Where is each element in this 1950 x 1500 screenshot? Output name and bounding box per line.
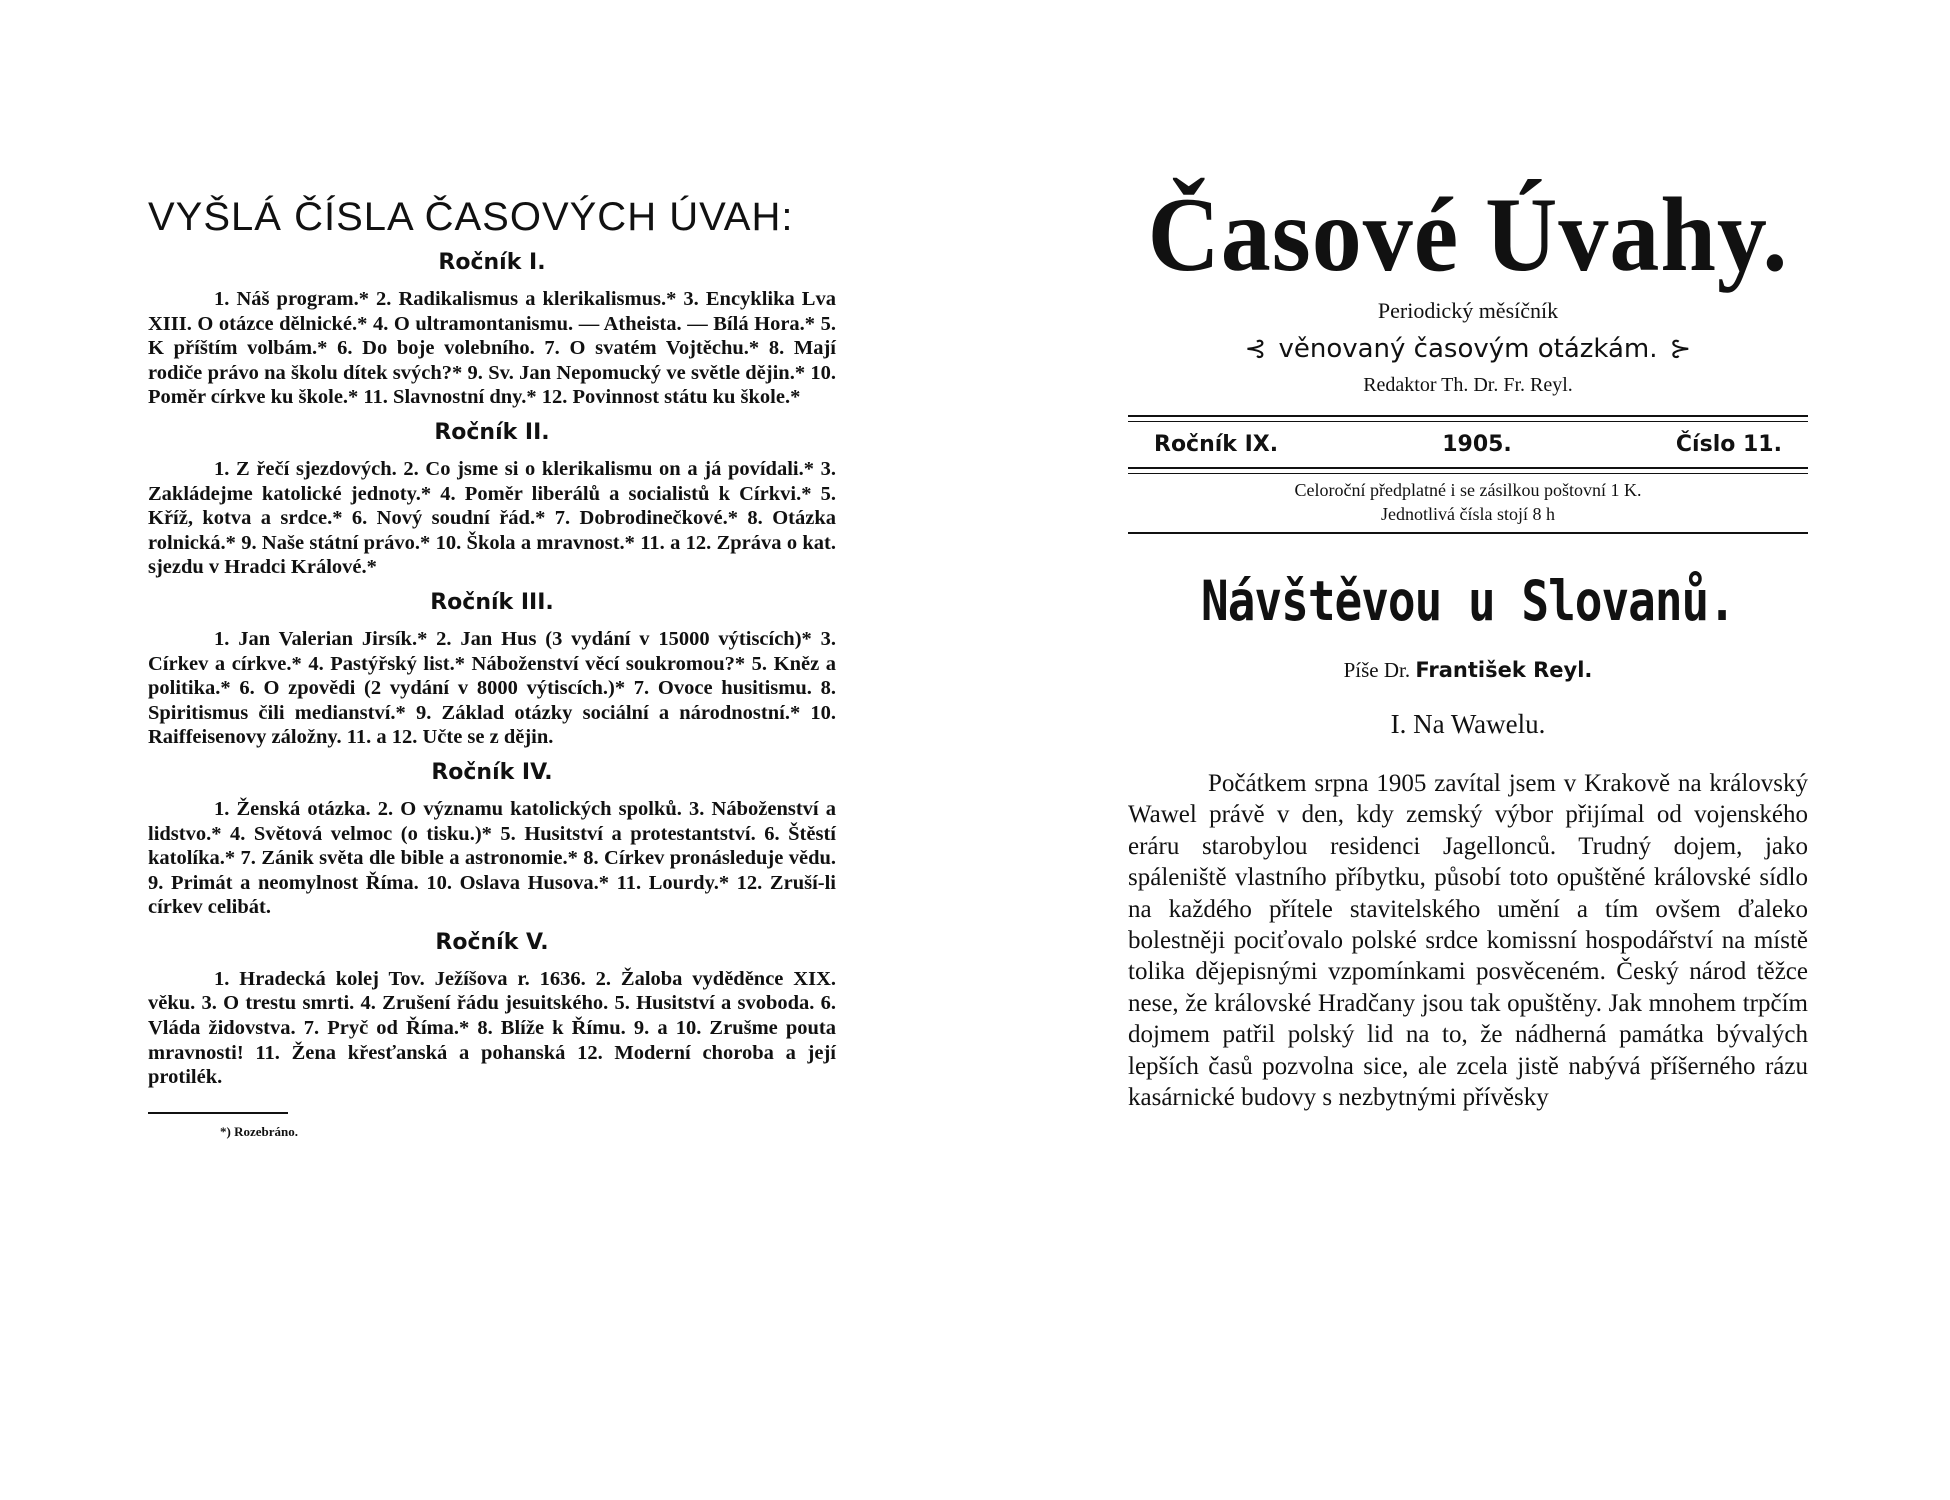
published-issues-list	[148, 195, 836, 1140]
issue-info-bar	[1128, 422, 1808, 467]
volume-contents: 1. Hradecká kolej Tov. Ježíšova r. 1636. 2. Žaloba vyděděnce XIX. věku. 3. O trestu smrti. 4. Zrušení řádu jesuitského. 5. Husitství a svoboda. 6. Vláda židovstva. 7. Pryč od Říma.* 8. Blíže k Římu. 9. a 10. Zrušme pouta mravnosti! 11. Žena křesťanská a pohanská 12. Moderní choroba a její protilék.	[148, 967, 836, 1089]
volume-block	[148, 250, 836, 410]
volume-block	[148, 420, 836, 580]
volume-contents: 1. Jan Valerian Jirsík.* 2. Jan Hus (3 vydání v 15000 výtiscích)* 3. Církev a církve.* 4. Pastýřský list.* Náboženství věcí soukromou?* 5. Kněz a politika.* 6. O zpovědi (2 vydání v 8000 výtiscích.)* 7. Ovoce husitismu. 8. Spiritismus čili medianství.* 9. Základ otázky sociální a národnostní.* 10. Raiffeisenovy záložny. 11. a 12. Učte se z dějin.	[148, 627, 836, 749]
subscription-price: Celoroční předplatné i se zásilkou poštovní 1 K.	[1294, 480, 1642, 500]
issue-number: Číslo 11.	[1675, 432, 1782, 457]
right-page	[975, 0, 1950, 1500]
divider	[1128, 532, 1808, 534]
volume-heading: Ročník II.	[434, 419, 550, 445]
masthead-editor: Redaktor Th. Dr. Fr. Reyl.	[1363, 374, 1573, 396]
volume-heading: Ročník IV.	[431, 759, 553, 785]
masthead-tagline	[1128, 334, 1808, 364]
volume-block	[148, 590, 836, 750]
masthead-subtitle: Periodický měsíčník	[1377, 298, 1559, 323]
double-rule	[1128, 415, 1808, 422]
footnote-divider	[148, 1112, 288, 1114]
volume-block	[148, 930, 836, 1090]
volume-contents: 1. Náš program.* 2. Radikalismus a klerikalismus.* 3. Encyklika Lva XIII. O otázce dělnické.* 4. O ultramontanismu. — Atheista. — Bílá Hora.* 5. K příštím volbám.* 6. Do boje volebního. 7. O svatém Vojtěchu.* 8. Mají rodiče právo na školu dítek svých?* 9. Sv. Jan Nepomucký ve světle dějin.* 10. Poměr církve ku škole.* 11. Slavnostní dny.* 12. Povinnost státu ku škole.*	[148, 288, 836, 409]
article-title: Návštěvou u Slovanů.	[1201, 568, 1735, 634]
issue-year: 1905.	[1442, 432, 1512, 457]
ornament-left-icon: ⊰	[1244, 334, 1267, 364]
subscription-info	[1128, 474, 1808, 532]
byline-prefix: Píše Dr.	[1343, 658, 1411, 682]
volume-block	[148, 760, 836, 920]
author-name: František Reyl.	[1415, 658, 1593, 682]
masthead-tagline-text: věnovaný časovým otázkám.	[1278, 334, 1658, 364]
volume-contents: 1. Z řečí sjezdových. 2. Co jsme si o klerikalismu on a já povídali.* 3. Zakládejme katolické jednoty.* 4. Poměr liberálů a socialistů k Církvi.* 5. Kříž, kotva a srdce.* 6. Nový soudní řád.* 7. Dobrodinečkové.* 8. Otázka rolnická.* 9. Naše státní právo.* 10. Škola a mravnost.* 11. a 12. Zpráva o kat. sjezdu v Hradci Králové.*	[148, 457, 836, 579]
single-issue-price: Jednotlivá čísla stojí 8 h	[1381, 504, 1555, 524]
front-page	[1128, 175, 1808, 1113]
masthead-title: Časové Úvahy.	[1147, 175, 1789, 294]
volume-heading: Ročník I.	[438, 250, 546, 275]
double-rule	[1128, 467, 1808, 474]
article-byline	[1128, 658, 1808, 683]
issue-volume: Ročník IX.	[1154, 432, 1279, 457]
article-body: Počátkem srpna 1905 zavítal jsem v Krakově na královský Wawel právě v den, kdy zemský výbor přijímal od vojenského eráru starobylou residenci Jagellonců. Trudný dojem, jako spáleniště vlastního příbytku, působí toto opuštěné královské sídlo na každého přítele stavitelského umění a tím ovšem ďaleko bolestněji pociťovalo polské srdce komissní hospodářství na místě tolika dějepisnými vzpomínkami posvěceném. Český národ těžce nese, že královské Hradčany jsou tak opuštěny. Jak mnohem trpčím dojmem patřil polský lid na to, že nádherná památka bývalých lepších časů pozvolna sice, ale zcela jistě nabývá příšerného rázu kasárnické budovy s nezbytnými přívěsky	[1128, 770, 1808, 1112]
volume-heading: Ročník III.	[430, 589, 554, 615]
ornament-right-icon: ⊱	[1669, 334, 1692, 364]
footnote: *) Rozebráno.	[220, 1123, 298, 1139]
volume-contents: 1. Ženská otázka. 2. O významu katolických spolků. 3. Náboženství a lidstvo.* 4. Světová velmoc (o tisku.)* 5. Husitství a protestantství. 6. Štěstí katolíka.* 7. Zánik světa dle bible a astronomie.* 8. Církev pronásleduje vědu. 9. Primát a neomylnost Říma. 10. Oslava Husova.* 11. Lourdy.* 12. Zruší-li církev celibát.	[148, 797, 836, 919]
volume-heading: Ročník V.	[435, 929, 549, 955]
section-heading: I. Na Wawelu.	[1390, 709, 1546, 739]
published-issues-title: VYŠLÁ ČÍSLA ČASOVÝCH ÚVAH:	[148, 195, 794, 239]
